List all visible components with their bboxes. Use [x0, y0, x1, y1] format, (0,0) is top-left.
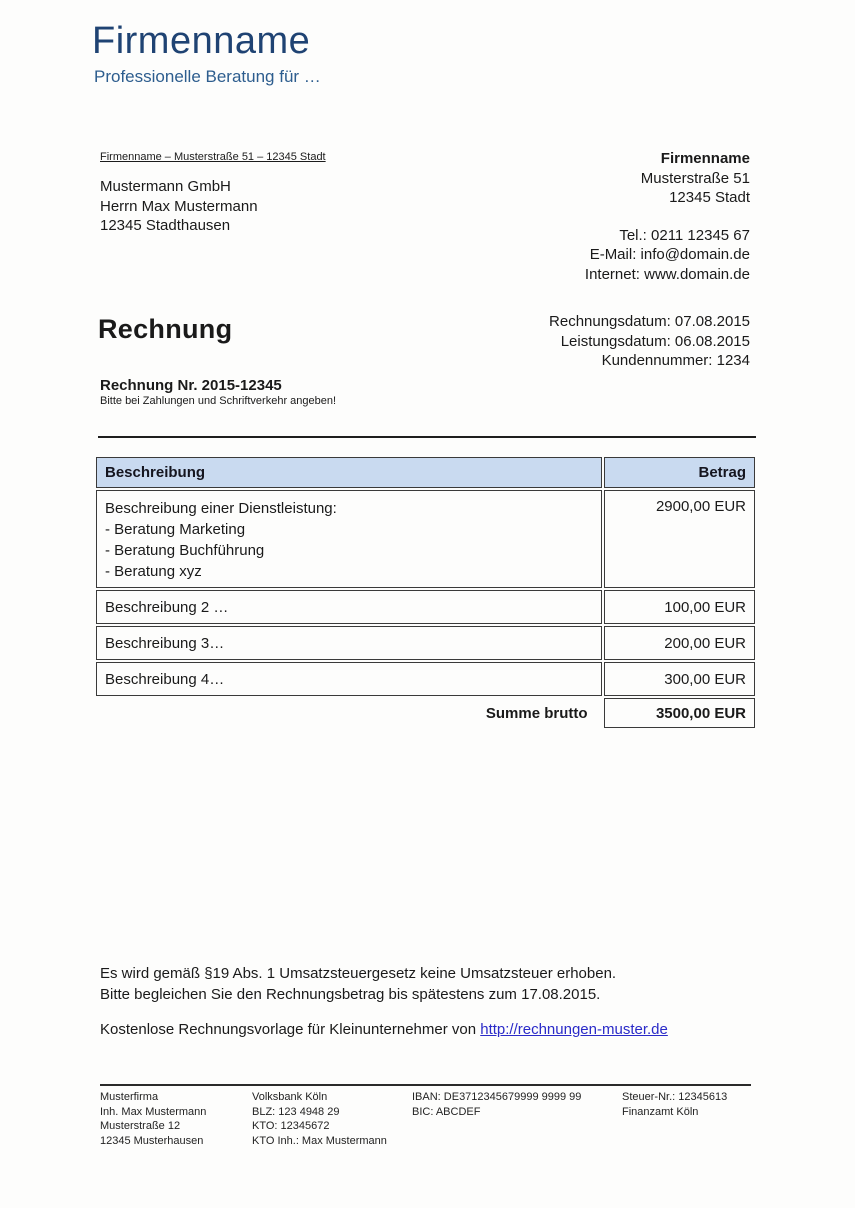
footer-line: BLZ: 123 4948 29 [252, 1105, 340, 1118]
service-date-line: Leistungsdatum: 06.08.2015 [560, 332, 750, 350]
template-source-text: Kostenlose Rechnungsvorlage für Kleinunternehmer von [100, 1021, 481, 1038]
table-row [96, 590, 755, 624]
invoice-date-line: Rechnungsdatum: 07.08.2015 [549, 313, 750, 330]
item-description-cell: Beschreibung 2 … [96, 590, 602, 624]
footer-divider [100, 1084, 751, 1086]
company-address-block [585, 149, 750, 284]
footer-tax-column [622, 1090, 727, 1119]
footer-line: IBAN: DE3712345679999 9999 99 [412, 1091, 582, 1103]
invoice-number: Rechnung Nr. 2015-12345 [100, 377, 282, 394]
footer-line: Musterstraße 12 [100, 1120, 181, 1132]
company-name: Firmenname [660, 150, 750, 167]
template-source-link[interactable]: http://rechnungen-muster.de [480, 1021, 668, 1038]
template-source-line [100, 1021, 668, 1038]
item-amount-cell: 2900,00 EUR [604, 490, 755, 588]
company-phone: Tel.: 0211 12345 67 [619, 226, 750, 244]
sender-address-line: Firmenname – Musterstraße 51 – 12345 Stadt [100, 151, 326, 163]
line-items-table [94, 455, 757, 730]
footer-line: Finanzamt Köln [622, 1105, 699, 1118]
horizontal-divider [98, 436, 756, 438]
company-email: E-Mail: info@domain.de [589, 246, 750, 263]
total-row [96, 698, 755, 728]
footer-line: KTO Inh.: Max Mustermann [252, 1134, 387, 1147]
item-description: Beschreibung einer Dienstleistung: [105, 500, 337, 517]
table-row [96, 626, 755, 660]
page-title: Rechnung [98, 314, 233, 344]
total-label: Summe brutto [485, 704, 588, 722]
footer-line: Inh. Max Mustermann [100, 1105, 207, 1118]
company-address-line: Musterstraße 51 [640, 169, 750, 187]
item-description-cell [96, 490, 602, 588]
footer-company-column [100, 1090, 206, 1148]
column-header-amount: Betrag [604, 457, 755, 488]
table-header-row [96, 457, 755, 488]
customer-number-line: Kundennummer: 1234 [601, 352, 750, 369]
company-address-line: 12345 Stadt [669, 189, 750, 206]
notes-block [100, 963, 616, 1005]
item-detail: - Beratung Buchführung [105, 542, 265, 559]
item-description-cell: Beschreibung 4… [96, 662, 602, 696]
tax-note: Es wird gemäß §19 Abs. 1 Umsatzsteuergesetz keine Umsatzsteuer erhoben. [100, 965, 617, 982]
footer-bank-column [252, 1090, 387, 1148]
item-description-cell: Beschreibung 3… [96, 626, 602, 660]
item-amount-cell: 100,00 EUR [604, 590, 755, 624]
footer-line: Steuer-Nr.: 12345613 [622, 1091, 728, 1103]
invoice-meta-block [549, 312, 750, 371]
recipient-address-block [100, 177, 258, 236]
invoice-number-note: Bitte bei Zahlungen und Schriftverkehr angeben! [100, 395, 337, 407]
company-tagline: Professionelle Beratung für … [94, 67, 321, 86]
footer-line: Volksbank Köln [252, 1091, 328, 1103]
item-detail: - Beratung Marketing [105, 521, 246, 538]
company-contact-block [585, 226, 750, 285]
item-detail: - Beratung xyz [105, 563, 202, 580]
total-amount: 3500,00 EUR [604, 698, 755, 728]
payment-note: Bitte begleichen Sie den Rechnungsbetrag bis spätestens zum 17.08.2015. [100, 986, 601, 1003]
recipient-line: Mustermann GmbH [100, 178, 231, 195]
item-amount-cell: 200,00 EUR [604, 626, 755, 660]
footer-line: KTO: 12345672 [252, 1120, 330, 1132]
table-row [96, 490, 755, 588]
recipient-line: 12345 Stadthausen [100, 217, 231, 234]
table-row [96, 662, 755, 696]
column-header-description: Beschreibung [96, 457, 602, 488]
item-amount-cell: 300,00 EUR [604, 662, 755, 696]
recipient-line: Herrn Max Mustermann [100, 197, 258, 215]
footer-line: Musterfirma [100, 1091, 159, 1103]
footer-line: 12345 Musterhausen [100, 1134, 204, 1147]
company-website: Internet: www.domain.de [584, 265, 750, 283]
footer-line: BIC: ABCDEF [412, 1105, 481, 1118]
company-logo-text: Firmenname [92, 20, 311, 62]
footer-iban-column [412, 1090, 581, 1119]
